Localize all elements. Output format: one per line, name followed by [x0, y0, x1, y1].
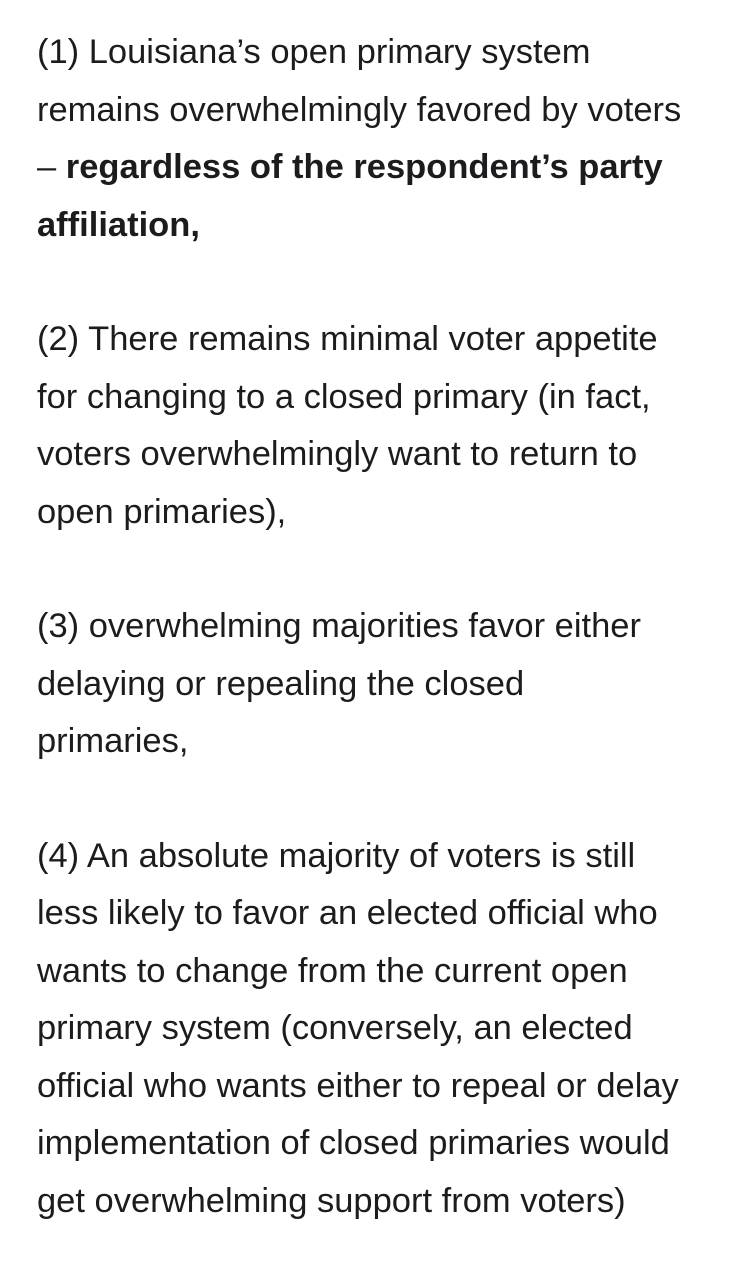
text-line: (1) Louisiana’s open primary system: [37, 33, 591, 71]
paragraph-4: [37, 828, 737, 1231]
emphasis-text: affiliation,: [37, 205, 200, 244]
text-line: (4) An absolute majority of voters is still: [37, 836, 636, 875]
paragraph-1: [37, 24, 737, 254]
text-line: delaying or repealing the closed: [37, 664, 525, 703]
text-line: wants to change from the current open: [37, 951, 628, 990]
text-line: primaries,: [37, 722, 189, 760]
en-dash: –: [37, 148, 66, 186]
text-line: less likely to favor an elected official who: [37, 894, 658, 932]
text-line: official who wants either to repeal or delay: [37, 1066, 679, 1105]
text-line: (2) There remains minimal voter appetite: [37, 320, 658, 358]
emphasis-text: regardless of the respondent’s party: [65, 148, 663, 186]
document-body: [37, 24, 737, 1287]
paragraph-2: [37, 311, 737, 541]
text-line: primary system (conversely, an elected: [37, 1009, 633, 1047]
text-line: voters overwhelmingly want to return to: [37, 435, 638, 473]
text-line: open primaries),: [37, 492, 287, 531]
text-line: get overwhelming support from voters): [37, 1181, 626, 1220]
text-line: [37, 139, 737, 197]
text-line: (3) overwhelming majorities favor either: [37, 607, 641, 645]
text-line: remains overwhelmingly favored by voters: [37, 90, 682, 129]
paragraph-3: [37, 598, 737, 771]
text-line: for changing to a closed primary (in fact,: [37, 377, 651, 416]
text-line: implementation of closed primaries would: [37, 1124, 670, 1162]
